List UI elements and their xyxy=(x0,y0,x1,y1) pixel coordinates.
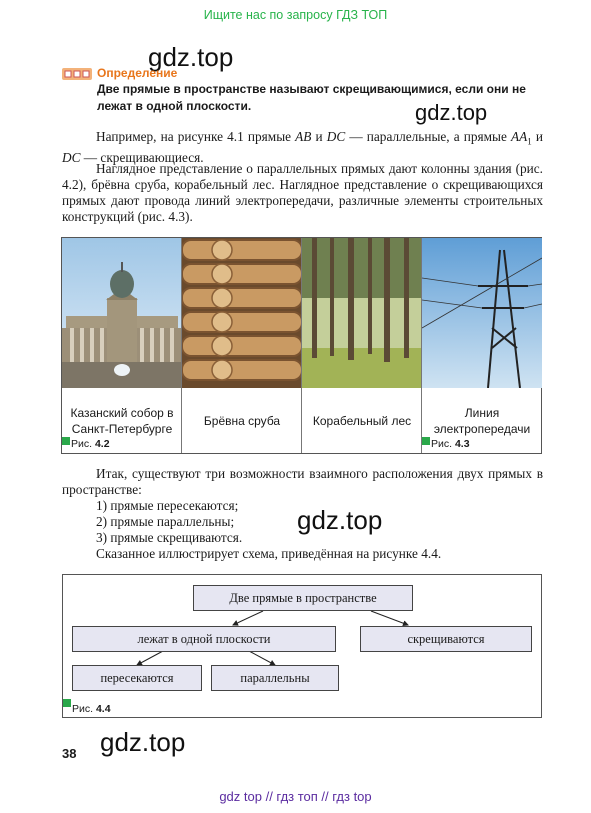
top-banner: Ищите нас по запросу ГДЗ ТОП xyxy=(203,8,388,22)
scheme-root-box: Две прямые в пространстве xyxy=(193,585,413,611)
list-item: 2) прямые параллельны; xyxy=(96,514,235,529)
list-item: 1) прямые пересекаются; xyxy=(96,498,239,513)
scheme-intersect-box: пересекаются xyxy=(72,665,202,691)
watermark: gdz.top xyxy=(100,727,186,757)
definition-icon xyxy=(62,68,92,80)
photo-figure xyxy=(61,237,542,454)
figure-label: Рис. 4.2 xyxy=(71,438,110,450)
pine-forest-photo xyxy=(302,238,422,388)
scheme-skew-box: скрещиваются xyxy=(360,626,532,652)
scheme-parallel-box: параллельны xyxy=(211,665,339,691)
kazan-cathedral-photo xyxy=(62,238,182,388)
page-number: 38 xyxy=(62,746,77,761)
paragraph-3: Итак, существуют три возможности взаимного расположения двух прямых в пространстве: xyxy=(62,466,543,497)
figure-label: Рис. 4.3 xyxy=(431,438,470,450)
figure-marker xyxy=(63,699,71,707)
caption-pine-forest: Корабельный лес xyxy=(312,414,412,428)
definition-label: Определение xyxy=(97,66,178,80)
caption-log-wall: Брёвна сруба xyxy=(203,414,281,428)
footer-links[interactable]: gdz top // гдз топ // гдз top xyxy=(219,789,372,804)
paragraph-4: Сказанное иллюстрирует схема, приведённая на рисунке 4.4. xyxy=(96,546,442,561)
power-line-photo xyxy=(422,238,542,388)
caption-power-line: Линия электропередачи xyxy=(433,406,531,436)
log-wall-photo xyxy=(182,238,302,388)
figure-label: Рис. 4.4 xyxy=(72,703,111,715)
caption-kazan-cathedral: Казанский собор в Санкт-Петербурге xyxy=(70,406,174,436)
watermark: gdz.top xyxy=(148,42,234,72)
figure-marker xyxy=(62,437,70,445)
scheme-same-plane-box: лежат в одной плоскости xyxy=(72,626,336,652)
watermark: gdz.top xyxy=(415,100,488,125)
paragraph-1: Например, на рисунке 4.1 прямые AB и DC — параллельные, а прямые $AA_1$ и DC — скрещивающиеся. xyxy=(62,129,543,165)
figure-marker xyxy=(422,437,430,445)
list-item: 3) прямые скрещиваются. xyxy=(96,530,243,545)
paragraph-2: Наглядное представление о параллельных прямых дают колонны здания (рис. 4.2), брёвна сруба, корабельный лес. Наглядное представление о скрещивающихся прямых дают провода линий электропередачи, различные элементы строительных конструкций (рис. 4.3). xyxy=(62,161,543,224)
scheme-figure xyxy=(62,574,542,718)
definition-text: Две прямые в пространстве называют скрещивающимися, если они не лежат в одной плоскости. xyxy=(97,82,526,113)
watermark: gdz.top xyxy=(297,505,383,535)
